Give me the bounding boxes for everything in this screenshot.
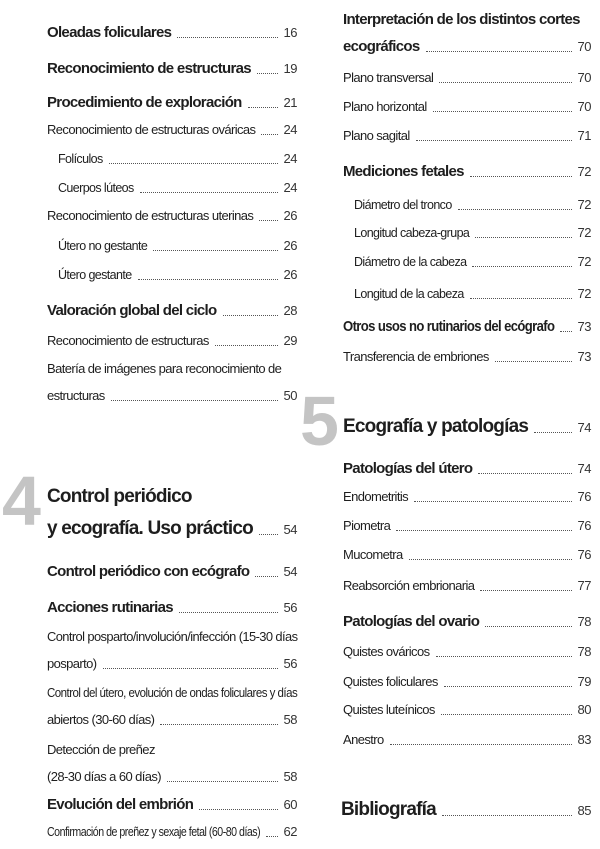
toc-entry — [354, 280, 591, 307]
page-number: 16 — [283, 25, 297, 40]
page-number: 76 — [577, 547, 591, 562]
entry-title: Diámetro del tronco — [354, 198, 452, 212]
entry-title: y ecografía. Uso práctico — [47, 518, 253, 539]
toc-entry — [47, 116, 297, 143]
toc-entry — [343, 572, 591, 599]
dot-leader — [433, 111, 572, 112]
entry-title: Reconocimiento de estructuras — [47, 333, 209, 348]
page-number: 56 — [283, 600, 297, 615]
bibliography-heading — [341, 794, 591, 826]
toc-entry — [47, 355, 297, 409]
page-number: 24 — [283, 151, 297, 166]
page-number: 60 — [283, 797, 297, 812]
entry-title: Quistes luteínicos — [343, 702, 435, 717]
toc-entry — [47, 202, 297, 229]
dot-leader — [140, 192, 278, 193]
toc-entry — [343, 158, 591, 185]
dot-leader — [439, 82, 571, 83]
chapter-number: 5 — [300, 382, 337, 460]
dot-leader — [472, 266, 571, 267]
entry-title: Batería de imágenes para reconocimiento de — [47, 361, 282, 376]
toc-entry — [343, 64, 591, 91]
toc-entry — [47, 89, 297, 116]
toc-entry — [343, 696, 591, 723]
page-number: 28 — [283, 303, 297, 318]
toc-entry — [343, 122, 591, 149]
toc-entry — [47, 594, 297, 621]
toc-entry — [58, 174, 297, 201]
entry-title: estructuras — [47, 388, 105, 403]
dot-leader — [259, 534, 278, 535]
toc-entry — [343, 638, 591, 665]
dot-leader — [390, 744, 572, 745]
dot-leader — [223, 315, 278, 316]
dot-leader — [160, 724, 277, 725]
page-number: 70 — [577, 99, 591, 114]
page-number: 78 — [577, 614, 591, 629]
dot-leader — [485, 626, 571, 627]
toc-entry — [47, 791, 297, 818]
entry-title: Interpretación de los distintos cortes — [343, 11, 580, 28]
page-number: 73 — [577, 319, 591, 334]
entry-title: Evolución del embrión — [47, 796, 194, 813]
entry-title: Piometra — [343, 518, 391, 533]
toc-entry — [343, 726, 591, 753]
page-number: 85 — [577, 803, 591, 818]
entry-title: Confirmación de preñez y sexaje fetal (60-80 días) — [47, 824, 261, 839]
toc-entry — [354, 248, 591, 275]
toc-entry — [343, 668, 591, 695]
toc-entry — [47, 55, 297, 82]
dot-leader — [261, 134, 277, 135]
entry-title: Control periódico con ecógrafo — [47, 563, 250, 580]
page-number: 74 — [577, 461, 591, 476]
entry-title: Reconocimiento de estructuras uterinas — [47, 208, 254, 223]
dot-leader — [409, 559, 572, 560]
page-number: 29 — [283, 333, 297, 348]
dot-leader — [177, 37, 277, 38]
dot-leader — [167, 781, 278, 782]
dot-leader — [458, 209, 572, 210]
page-number: 24 — [283, 122, 297, 137]
entry-title: Transferencia de embriones — [343, 349, 489, 364]
page-number: 54 — [283, 564, 297, 579]
entry-title: Mediciones fetales — [343, 163, 464, 180]
entry-title: Reabsorción embrionaria — [343, 578, 475, 593]
toc-entry — [343, 343, 591, 370]
page-number: 72 — [577, 286, 591, 301]
dot-leader — [179, 612, 278, 613]
toc-entry — [343, 93, 591, 120]
toc-entry — [58, 261, 297, 288]
entry-title: Útero no gestante — [58, 239, 148, 253]
dot-leader — [248, 107, 278, 108]
entry-title: Detección de preñez — [47, 742, 155, 757]
page-number: 24 — [283, 180, 297, 195]
dot-leader — [426, 51, 572, 52]
page-number: 72 — [577, 254, 591, 269]
entry-title: Mucometra — [343, 547, 403, 562]
toc-entry — [354, 219, 591, 246]
dot-leader — [138, 279, 278, 280]
dot-leader — [199, 809, 277, 810]
toc-entry — [47, 327, 297, 354]
dot-leader — [442, 815, 572, 816]
dot-leader — [255, 576, 277, 577]
page-number: 78 — [577, 644, 591, 659]
page-number: 56 — [283, 656, 297, 671]
entry-title: Reconocimiento de estructuras ováricas — [47, 122, 256, 137]
dot-leader — [266, 836, 277, 837]
entry-title: Endometritis — [343, 489, 409, 504]
dot-leader — [257, 73, 278, 74]
toc-entry — [47, 297, 297, 324]
entry-title: Ecografía y patologías — [343, 416, 529, 437]
dot-leader — [470, 176, 572, 177]
page-number: 70 — [577, 70, 591, 85]
page-number: 74 — [577, 420, 591, 435]
toc-entry — [343, 313, 591, 340]
toc-entry — [343, 6, 591, 60]
entry-title: (28-30 días a 60 días) — [47, 769, 161, 784]
dot-leader — [478, 473, 571, 474]
toc-entry — [343, 541, 591, 568]
entry-title: Bibliografía — [341, 799, 436, 820]
page-number: 79 — [577, 674, 591, 689]
entry-title: Otros usos no rutinarios del ecógrafo — [343, 318, 555, 335]
page-number: 83 — [577, 732, 591, 747]
chapter-heading — [343, 411, 591, 443]
entry-title: Longitud cabeza-grupa — [354, 226, 470, 240]
page-number: 58 — [283, 769, 297, 784]
toc-entry — [343, 608, 591, 635]
page-number: 72 — [577, 164, 591, 179]
entry-title: Plano horizontal — [343, 99, 427, 114]
page-number: 62 — [283, 824, 297, 839]
dot-leader — [103, 668, 278, 669]
entry-title: posparto) — [47, 656, 97, 671]
dot-leader — [109, 163, 278, 164]
entry-title: Procedimiento de exploración — [47, 94, 242, 111]
entry-title: Plano transversal — [343, 70, 434, 85]
dot-leader — [480, 590, 571, 591]
page-number: 54 — [283, 522, 297, 537]
toc-entry — [47, 736, 297, 790]
page-number: 58 — [283, 712, 297, 727]
entry-title: abiertos (30-60 días) — [47, 712, 155, 727]
entry-title: Reconocimiento de estructuras — [47, 60, 251, 77]
entry-title: Anestro — [343, 732, 384, 747]
toc-entry — [47, 558, 297, 585]
page-number: 50 — [283, 388, 297, 403]
entry-title: ecográficos — [343, 38, 420, 55]
entry-title: Cuerpos lúteos — [58, 181, 134, 195]
entry-title: Control del útero, evolución de ondas foliculares y días — [47, 685, 298, 700]
toc-entry — [354, 191, 591, 218]
page-number: 26 — [283, 267, 297, 282]
dot-leader — [444, 686, 572, 687]
dot-leader — [153, 250, 277, 251]
page-number: 26 — [283, 208, 297, 223]
toc-entry — [58, 232, 297, 259]
dot-leader — [475, 237, 571, 238]
toc-entry — [343, 455, 591, 482]
dot-leader — [414, 501, 571, 502]
toc-entry — [47, 19, 297, 46]
dot-leader — [111, 400, 278, 401]
page-number: 19 — [283, 61, 297, 76]
entry-title: Plano sagital — [343, 128, 410, 143]
entry-title: Útero gestante — [58, 268, 132, 282]
page-number: 26 — [283, 238, 297, 253]
entry-title: Longitud de la cabeza — [354, 287, 464, 301]
page-number: 21 — [283, 95, 297, 110]
dot-leader — [416, 140, 572, 141]
entry-title: Control periódico — [47, 486, 192, 507]
entry-title: Quistes foliculares — [343, 674, 438, 689]
dot-leader — [534, 432, 571, 433]
page-number: 77 — [577, 578, 591, 593]
toc-entry — [58, 145, 297, 172]
page-number: 72 — [577, 225, 591, 240]
dot-leader — [215, 345, 278, 346]
page-number: 72 — [577, 197, 591, 212]
dot-leader — [396, 530, 571, 531]
dot-leader — [470, 298, 572, 299]
dot-leader — [259, 220, 277, 221]
dot-leader — [436, 656, 572, 657]
entry-title: Diámetro de la cabeza — [354, 255, 467, 269]
entry-title: Patologías del útero — [343, 460, 473, 477]
entry-title: Folículos — [58, 152, 103, 166]
chapter-number: 4 — [2, 462, 39, 540]
entry-title: Acciones rutinarias — [47, 599, 173, 616]
toc-entry — [47, 679, 297, 733]
page-number: 70 — [577, 39, 591, 54]
entry-title: Oleadas foliculares — [47, 24, 172, 41]
chapter-heading — [47, 481, 297, 545]
page-number: 76 — [577, 518, 591, 533]
entry-title: Quistes ováricos — [343, 644, 430, 659]
dot-leader — [441, 714, 572, 715]
entry-title: Patologías del ovario — [343, 613, 480, 630]
page-number: 73 — [577, 349, 591, 364]
dot-leader — [560, 331, 571, 332]
page-number: 76 — [577, 489, 591, 504]
toc-entry — [47, 818, 297, 845]
toc-entry — [47, 623, 297, 677]
toc-entry — [343, 512, 591, 539]
entry-title: Control posparto/involución/infección (15-30 días — [47, 629, 298, 644]
entry-title: Valoración global del ciclo — [47, 302, 217, 319]
dot-leader — [495, 361, 572, 362]
page-number: 71 — [577, 128, 591, 143]
page-number: 80 — [577, 702, 591, 717]
toc-entry — [343, 483, 591, 510]
